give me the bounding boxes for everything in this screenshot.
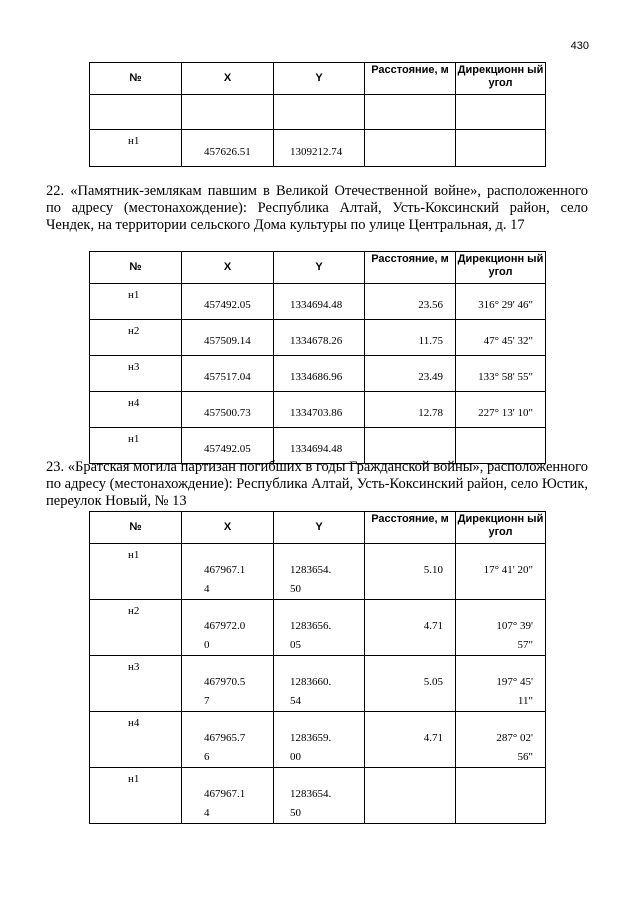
header-y: Y [274, 252, 365, 284]
y-value: 1334678.26 [290, 335, 343, 347]
y-value: 1283654.50 [290, 788, 332, 819]
point-label: н4 [128, 717, 140, 729]
angle-value: 287° 02' 56" [496, 732, 533, 763]
header-distance: Расстояние, м [365, 512, 456, 544]
y-value: 1283654.50 [290, 564, 332, 595]
point-label: н3 [128, 661, 140, 673]
distance-value: 23.49 [418, 371, 443, 383]
point-label: н1 [128, 773, 140, 785]
y-value: 1283660.54 [290, 676, 332, 707]
y-value: 1334686.96 [290, 371, 343, 383]
table-row [90, 768, 546, 824]
page-number: 430 [570, 40, 589, 52]
header-distance: Расстояние, м [365, 252, 456, 284]
table-header-row [90, 512, 546, 544]
point-label: н1 [128, 135, 140, 147]
table-row [90, 95, 546, 130]
distance-value: 4.71 [423, 732, 443, 744]
distance-value: 23.56 [418, 299, 443, 311]
angle-value: 107° 39' 57" [496, 620, 533, 651]
distance-value: 5.05 [423, 676, 443, 688]
y-value: 1334703.86 [290, 407, 343, 419]
table-row [90, 600, 546, 656]
coordinates-table-21 [89, 62, 546, 167]
section-22-text: 22. «Памятник-землякам павшим в Великой Отечественной войне», расположенного по адресу (местонахождение): Республика Алтай, Усть-Коксинский район, село Чендек, на территории сельского Дома культуры по улице Центральная, д. 17 [46, 183, 588, 233]
header-num: № [90, 252, 182, 284]
point-label: н4 [128, 397, 140, 409]
distance-value: 4.71 [423, 620, 443, 632]
x-value: 467970.57 [204, 676, 246, 707]
header-x: X [182, 252, 274, 284]
header-angle: Дирекционн ый угол [456, 252, 546, 284]
x-value: 457517.04 [204, 371, 251, 383]
y-value: 1334694.48 [290, 443, 343, 455]
point-label: н3 [128, 361, 140, 373]
angle-value: 17° 41' 20" [483, 564, 533, 576]
x-value: 467967.14 [204, 788, 246, 819]
table-row [90, 284, 546, 320]
angle-value: 47° 45' 32" [483, 335, 533, 347]
x-value: 457500.73 [204, 407, 251, 419]
angle-value: 197° 45' 11" [496, 676, 533, 707]
point-label: н2 [128, 325, 140, 337]
y-value: 1309212.74 [290, 146, 343, 158]
header-num: № [90, 512, 182, 544]
header-y: Y [274, 63, 365, 95]
header-x: X [182, 512, 274, 544]
section-23-text: 23. «Братская могила партизан погибших в годы Гражданской войны», расположенного по адресу (местонахождение): Республика Алтай, Усть-Коксинский район, село Юстик, переулок Новый, № 13 [46, 459, 588, 509]
y-value: 1283659.00 [290, 732, 332, 763]
table-header-row [90, 252, 546, 284]
x-value: 467965.76 [204, 732, 246, 763]
header-distance: Расстояние, м [365, 63, 456, 95]
table-row [90, 656, 546, 712]
header-angle: Дирекционн ый угол [456, 512, 546, 544]
point-label: н1 [128, 289, 140, 301]
header-y: Y [274, 512, 365, 544]
table-row [90, 356, 546, 392]
angle-value: 133° 58' 55" [478, 371, 533, 383]
y-value: 1334694.48 [290, 299, 343, 311]
table-row [90, 544, 546, 600]
table-row [90, 392, 546, 428]
x-value: 457492.05 [204, 299, 251, 311]
table-header-row [90, 63, 546, 95]
angle-value: 316° 29' 46" [478, 299, 533, 311]
distance-value: 11.75 [418, 335, 443, 347]
point-label: н1 [128, 433, 140, 445]
x-value: 467972.00 [204, 620, 246, 651]
x-value: 457509.14 [204, 335, 251, 347]
x-value: 467967.14 [204, 564, 246, 595]
coordinates-table-22 [89, 251, 546, 464]
coordinates-table-23 [89, 511, 546, 824]
point-label: н2 [128, 605, 140, 617]
header-angle: Дирекционн ый угол [456, 63, 546, 95]
header-num: № [90, 63, 182, 95]
header-x: X [182, 63, 274, 95]
x-value: 457626.51 [204, 146, 251, 158]
table-row [90, 712, 546, 768]
x-value: 457492.05 [204, 443, 251, 455]
point-label: н1 [128, 549, 140, 561]
table-row [90, 320, 546, 356]
distance-value: 12.78 [418, 407, 443, 419]
distance-value: 5.10 [423, 564, 443, 576]
angle-value: 227° 13' 10" [478, 407, 533, 419]
y-value: 1283656.05 [290, 620, 332, 651]
table-row [90, 130, 546, 167]
